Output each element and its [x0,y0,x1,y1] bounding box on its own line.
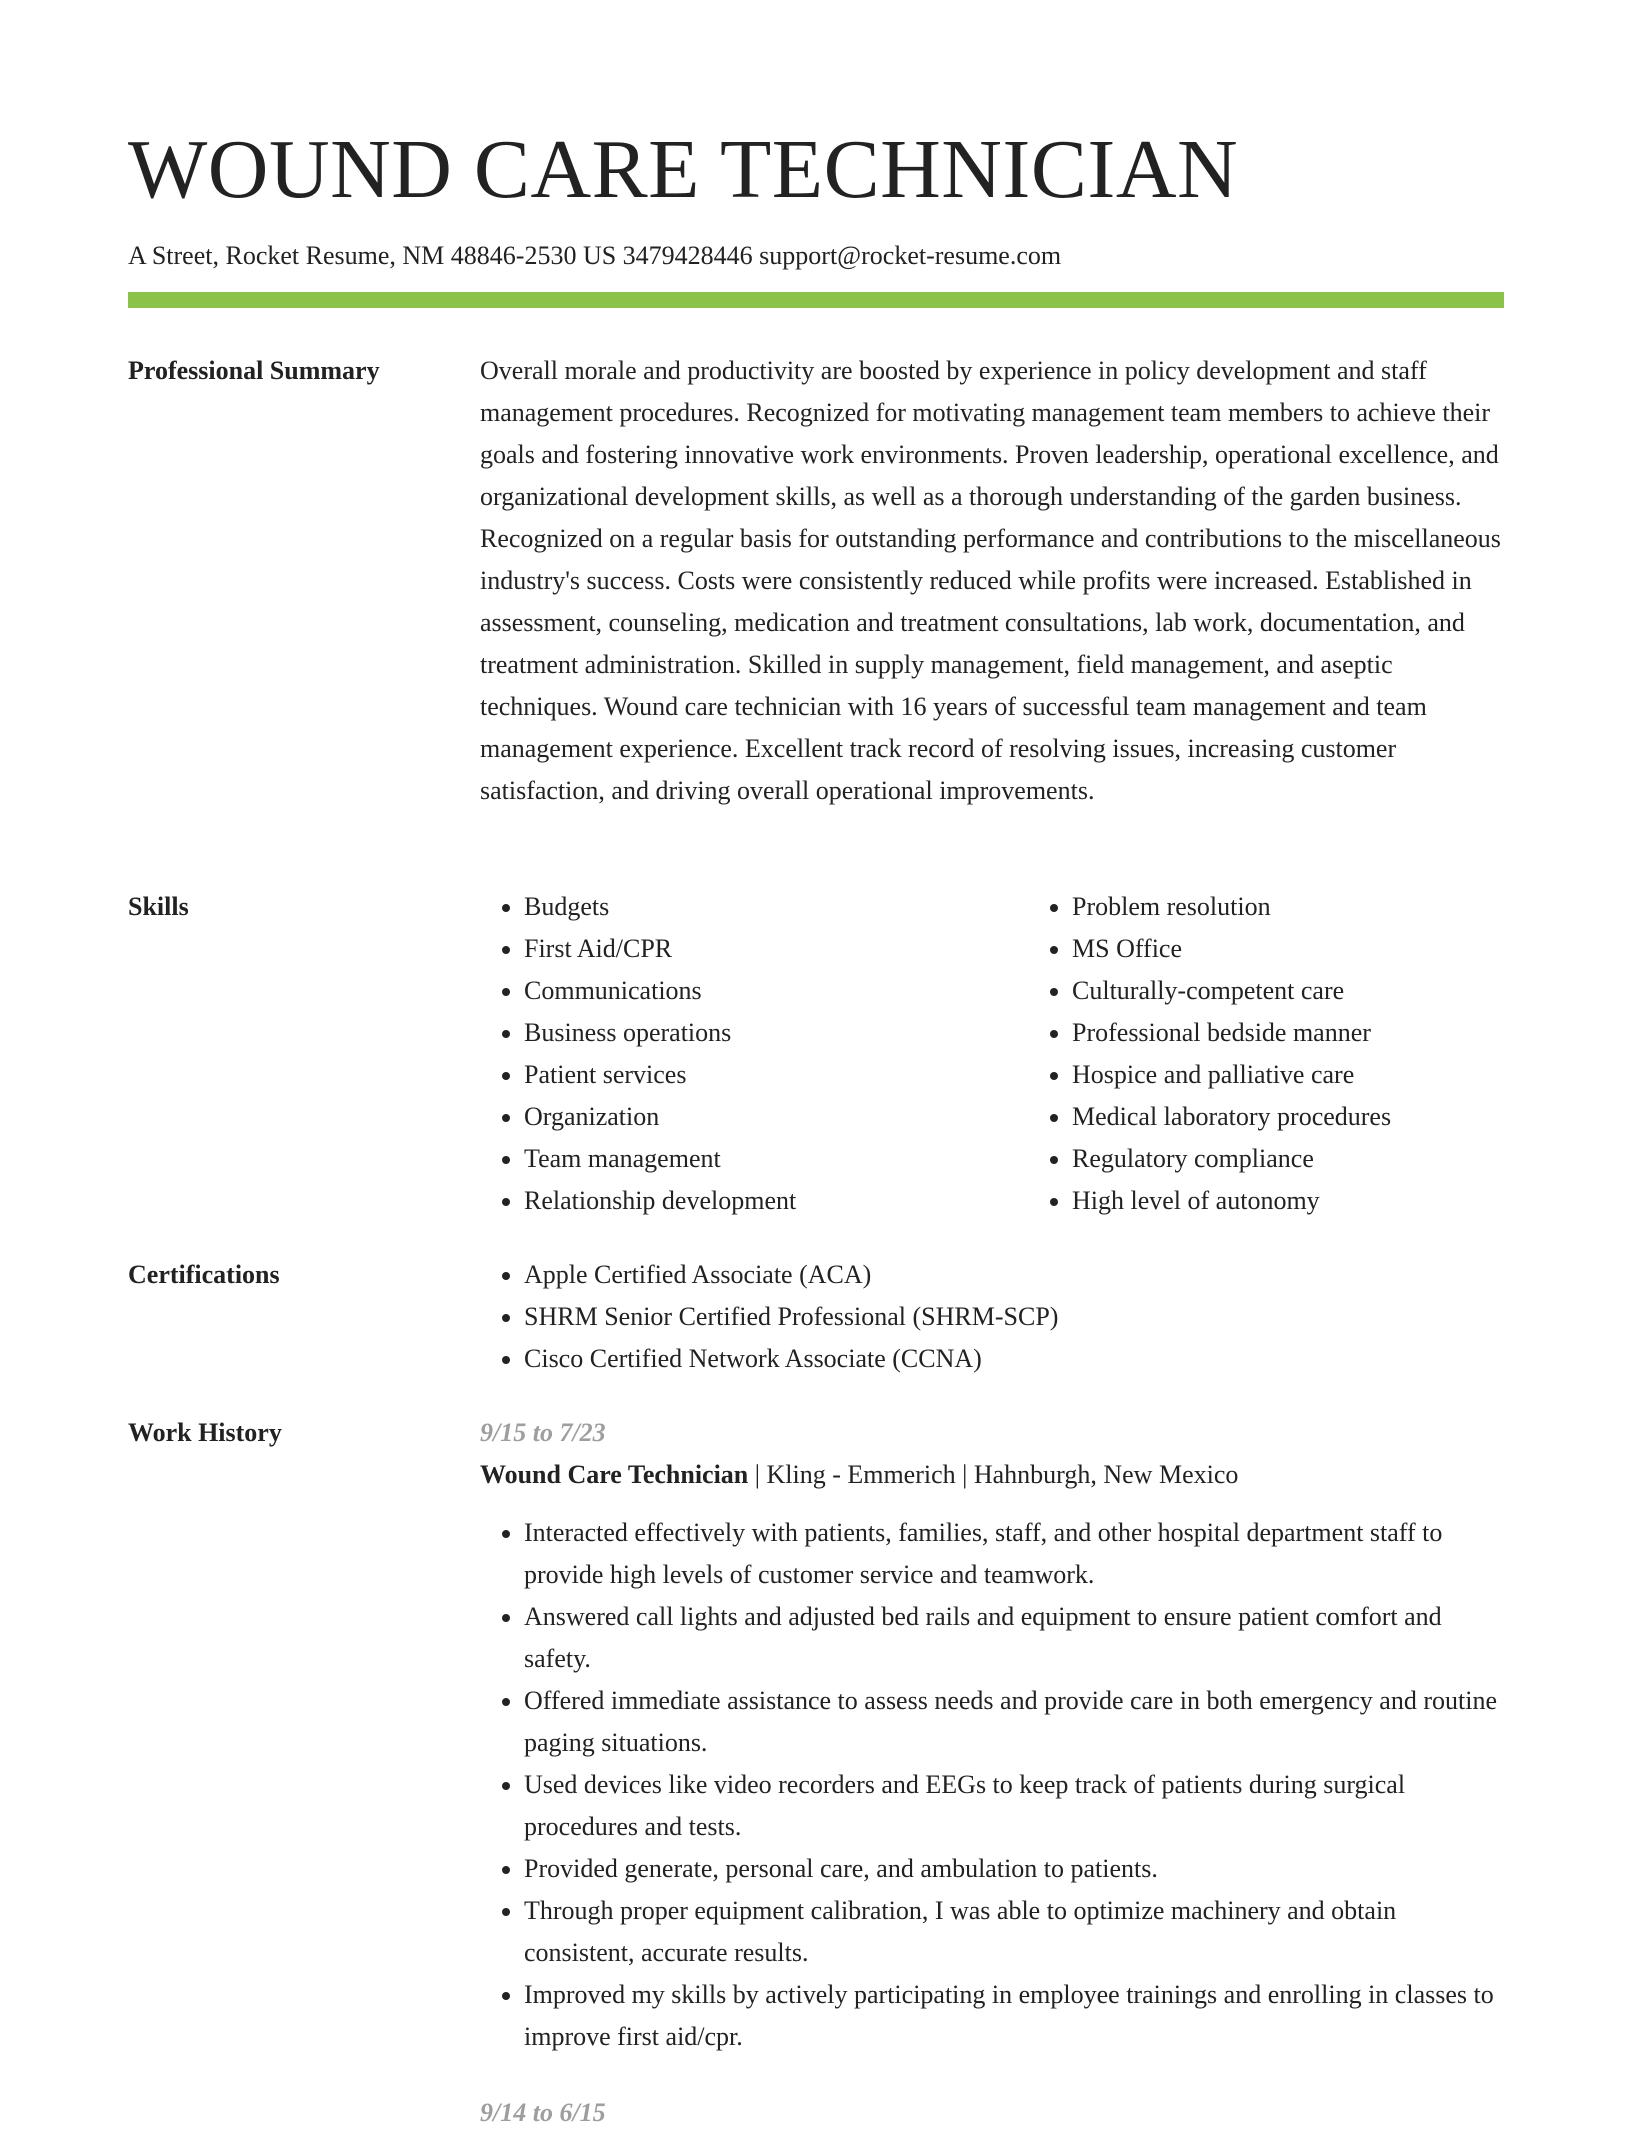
header-divider [128,292,1504,308]
resume-title: WOUND CARE TECHNICIAN [128,123,1239,216]
list-item: • Answered call lights and adjusted bed rails and equipment to ensure patient comfort and safety. [524,1596,1504,1680]
summary-label: Professional Summary [128,356,380,385]
list-item: • Team management [524,1138,1028,1180]
skills-list-right [1028,886,1576,1222]
list-item: • First Aid/CPR [524,928,1028,970]
certifications-list [480,1254,1504,1380]
job-company-location: | Kling - Emmerich | Hahnburgh, New Mexico [748,1460,1239,1489]
skills-label: Skills [128,892,189,921]
resume-page [128,0,1504,2127]
job-heading [480,1454,1504,1496]
list-item: • Business operations [524,1012,1028,1054]
certifications-section [128,1254,1504,1380]
list-item: • Culturally-competent care [1072,970,1576,1012]
list-item: • Hospice and palliative care [1072,1054,1576,1096]
work-history-label: Work History [128,1418,282,1447]
list-item: • Problem resolution [1072,886,1576,928]
list-item: • Communications [524,970,1028,1012]
certifications-label: Certifications [128,1260,280,1289]
list-item: • Organization [524,1096,1028,1138]
skills-list-left [480,886,1028,1222]
job-dates: 9/14 to 6/15 [480,2098,606,2127]
list-item: • Used devices like video recorders and EEGs to keep track of patients during surgical procedures and tests. [524,1764,1504,1848]
job-duties-list [480,1512,1504,2058]
job-dates: 9/15 to 7/23 [480,1418,606,1447]
job-title: Wound Care Technician [480,1460,749,1489]
list-item: • Professional bedside manner [1072,1012,1576,1054]
list-item: • Cisco Certified Network Associate (CCNA) [524,1338,1504,1380]
list-item: • High level of autonomy [1072,1180,1576,1222]
list-item: • Through proper equipment calibration, I was able to optimize machinery and obtain consistent, accurate results. [524,1890,1504,1974]
list-item: • Regulatory compliance [1072,1138,1576,1180]
work-history-section [128,1412,1504,2134]
list-item: • Interacted effectively with patients, families, staff, and other hospital department staff to provide high levels of customer service and teamwork. [524,1512,1504,1596]
summary-text: Overall morale and productivity are boosted by experience in policy development and staff management procedures. Recognized for motivating management team members to achieve their goals and fostering innovative work environments. Proven leadership, operational excellence, and organizational development skills, as well as a thorough understanding of the garden business. Recognized on a regular basis for outstanding performance and contributions to the miscellaneous industry's success. Costs were consistently reduced while profits were increased. Established in assessment, counseling, medication and treatment consultations, lab work, documentation, and treatment administration. Skilled in supply management, field management, and aseptic techniques. Wound care technician with 16 years of successful team management and team management experience. Excellent track record of resolving issues, increasing customer satisfaction, and driving overall operational improvements. [480,356,1501,805]
list-item: • MS Office [1072,928,1576,970]
list-item: • Apple Certified Associate (ACA) [524,1254,1504,1296]
contact-info: A Street, Rocket Resume, NM 48846-2530 US 3479428446 support@rocket-resume.com [128,241,1062,270]
list-item: • Medical laboratory procedures [1072,1096,1576,1138]
skills-section [128,886,1504,1222]
list-item: • Relationship development [524,1180,1028,1222]
list-item: • Offered immediate assistance to assess needs and provide care in both emergency and routine paging situations. [524,1680,1504,1764]
list-item: • Improved my skills by actively participating in employee trainings and enrolling in classes to improve first aid/cpr. [524,1974,1504,2058]
list-item: • Patient services [524,1054,1028,1096]
summary-section [128,350,1504,812]
list-item: • SHRM Senior Certified Professional (SHRM-SCP) [524,1296,1504,1338]
list-item: • Provided generate, personal care, and ambulation to patients. [524,1848,1504,1890]
list-item: • Budgets [524,886,1028,928]
